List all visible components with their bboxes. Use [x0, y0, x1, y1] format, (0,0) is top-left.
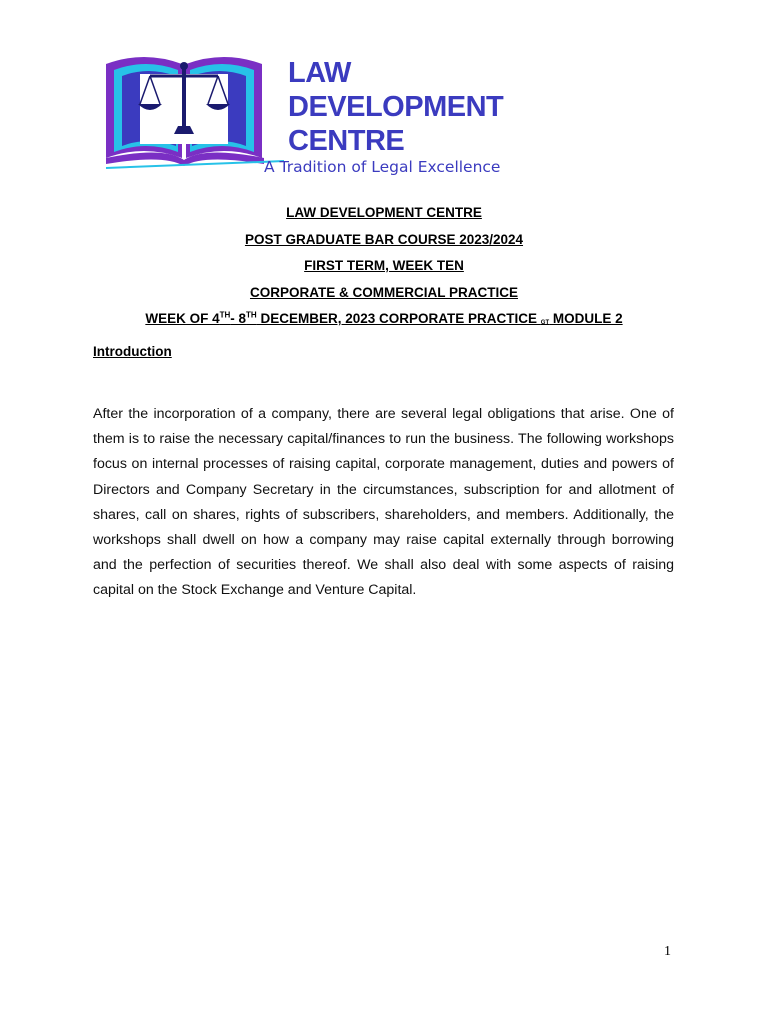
logo-tagline: A Tradition of Legal Excellence — [264, 158, 501, 176]
heading-term: FIRST TERM, WEEK TEN — [304, 258, 464, 273]
week-suffix: DECEMBER, 2023 CORPORATE PRACTICE — [256, 311, 541, 326]
week-mid: - 8 — [230, 311, 247, 326]
week-sup-1: TH — [219, 310, 231, 320]
document-heading — [0, 203, 768, 336]
week-sup-2: TH — [246, 310, 257, 320]
week-small: GT — [540, 320, 550, 326]
page-number: 1 — [664, 944, 671, 959]
logo-line-2: DEVELOPMENT — [288, 91, 504, 123]
introduction-paragraph: After the incorporation of a company, there are several legal obligations that arise. One of them is to raise the necessary capital/finances to run the business. The following workshops focus on internal processes of raising capital, corporate management, duties and powers of Directors and Company Secretary in the circumstances, subscription for and allotment of shares, call on shares, rights of subscribers, shareholders, and members. Additionally, the workshops shall dwell on how a company may raise capital externally through borrowing and the perfection of securities thereof. We shall also deal with some aspects of raising capital on the Stock Exchange and Venture Capital. — [93, 406, 674, 599]
section-title: Introduction — [93, 344, 172, 359]
heading-subject: CORPORATE & COMMERCIAL PRACTICE — [249, 284, 518, 300]
logo-line-3: CENTRE — [288, 125, 405, 157]
heading-org: LAW DEVELOPMENT CENTRE — [286, 205, 482, 220]
scales-book-emblem — [104, 46, 284, 180]
logo-wordmark — [288, 56, 503, 158]
heading-week — [0, 309, 768, 336]
logo-line-1: LAW — [288, 57, 351, 89]
week-prefix: WEEK OF 4 — [145, 311, 220, 326]
week-end: MODULE 2 — [549, 311, 623, 326]
logo — [104, 46, 520, 180]
heading-course: POST GRADUATE BAR COURSE 2023/2024 — [244, 231, 524, 247]
